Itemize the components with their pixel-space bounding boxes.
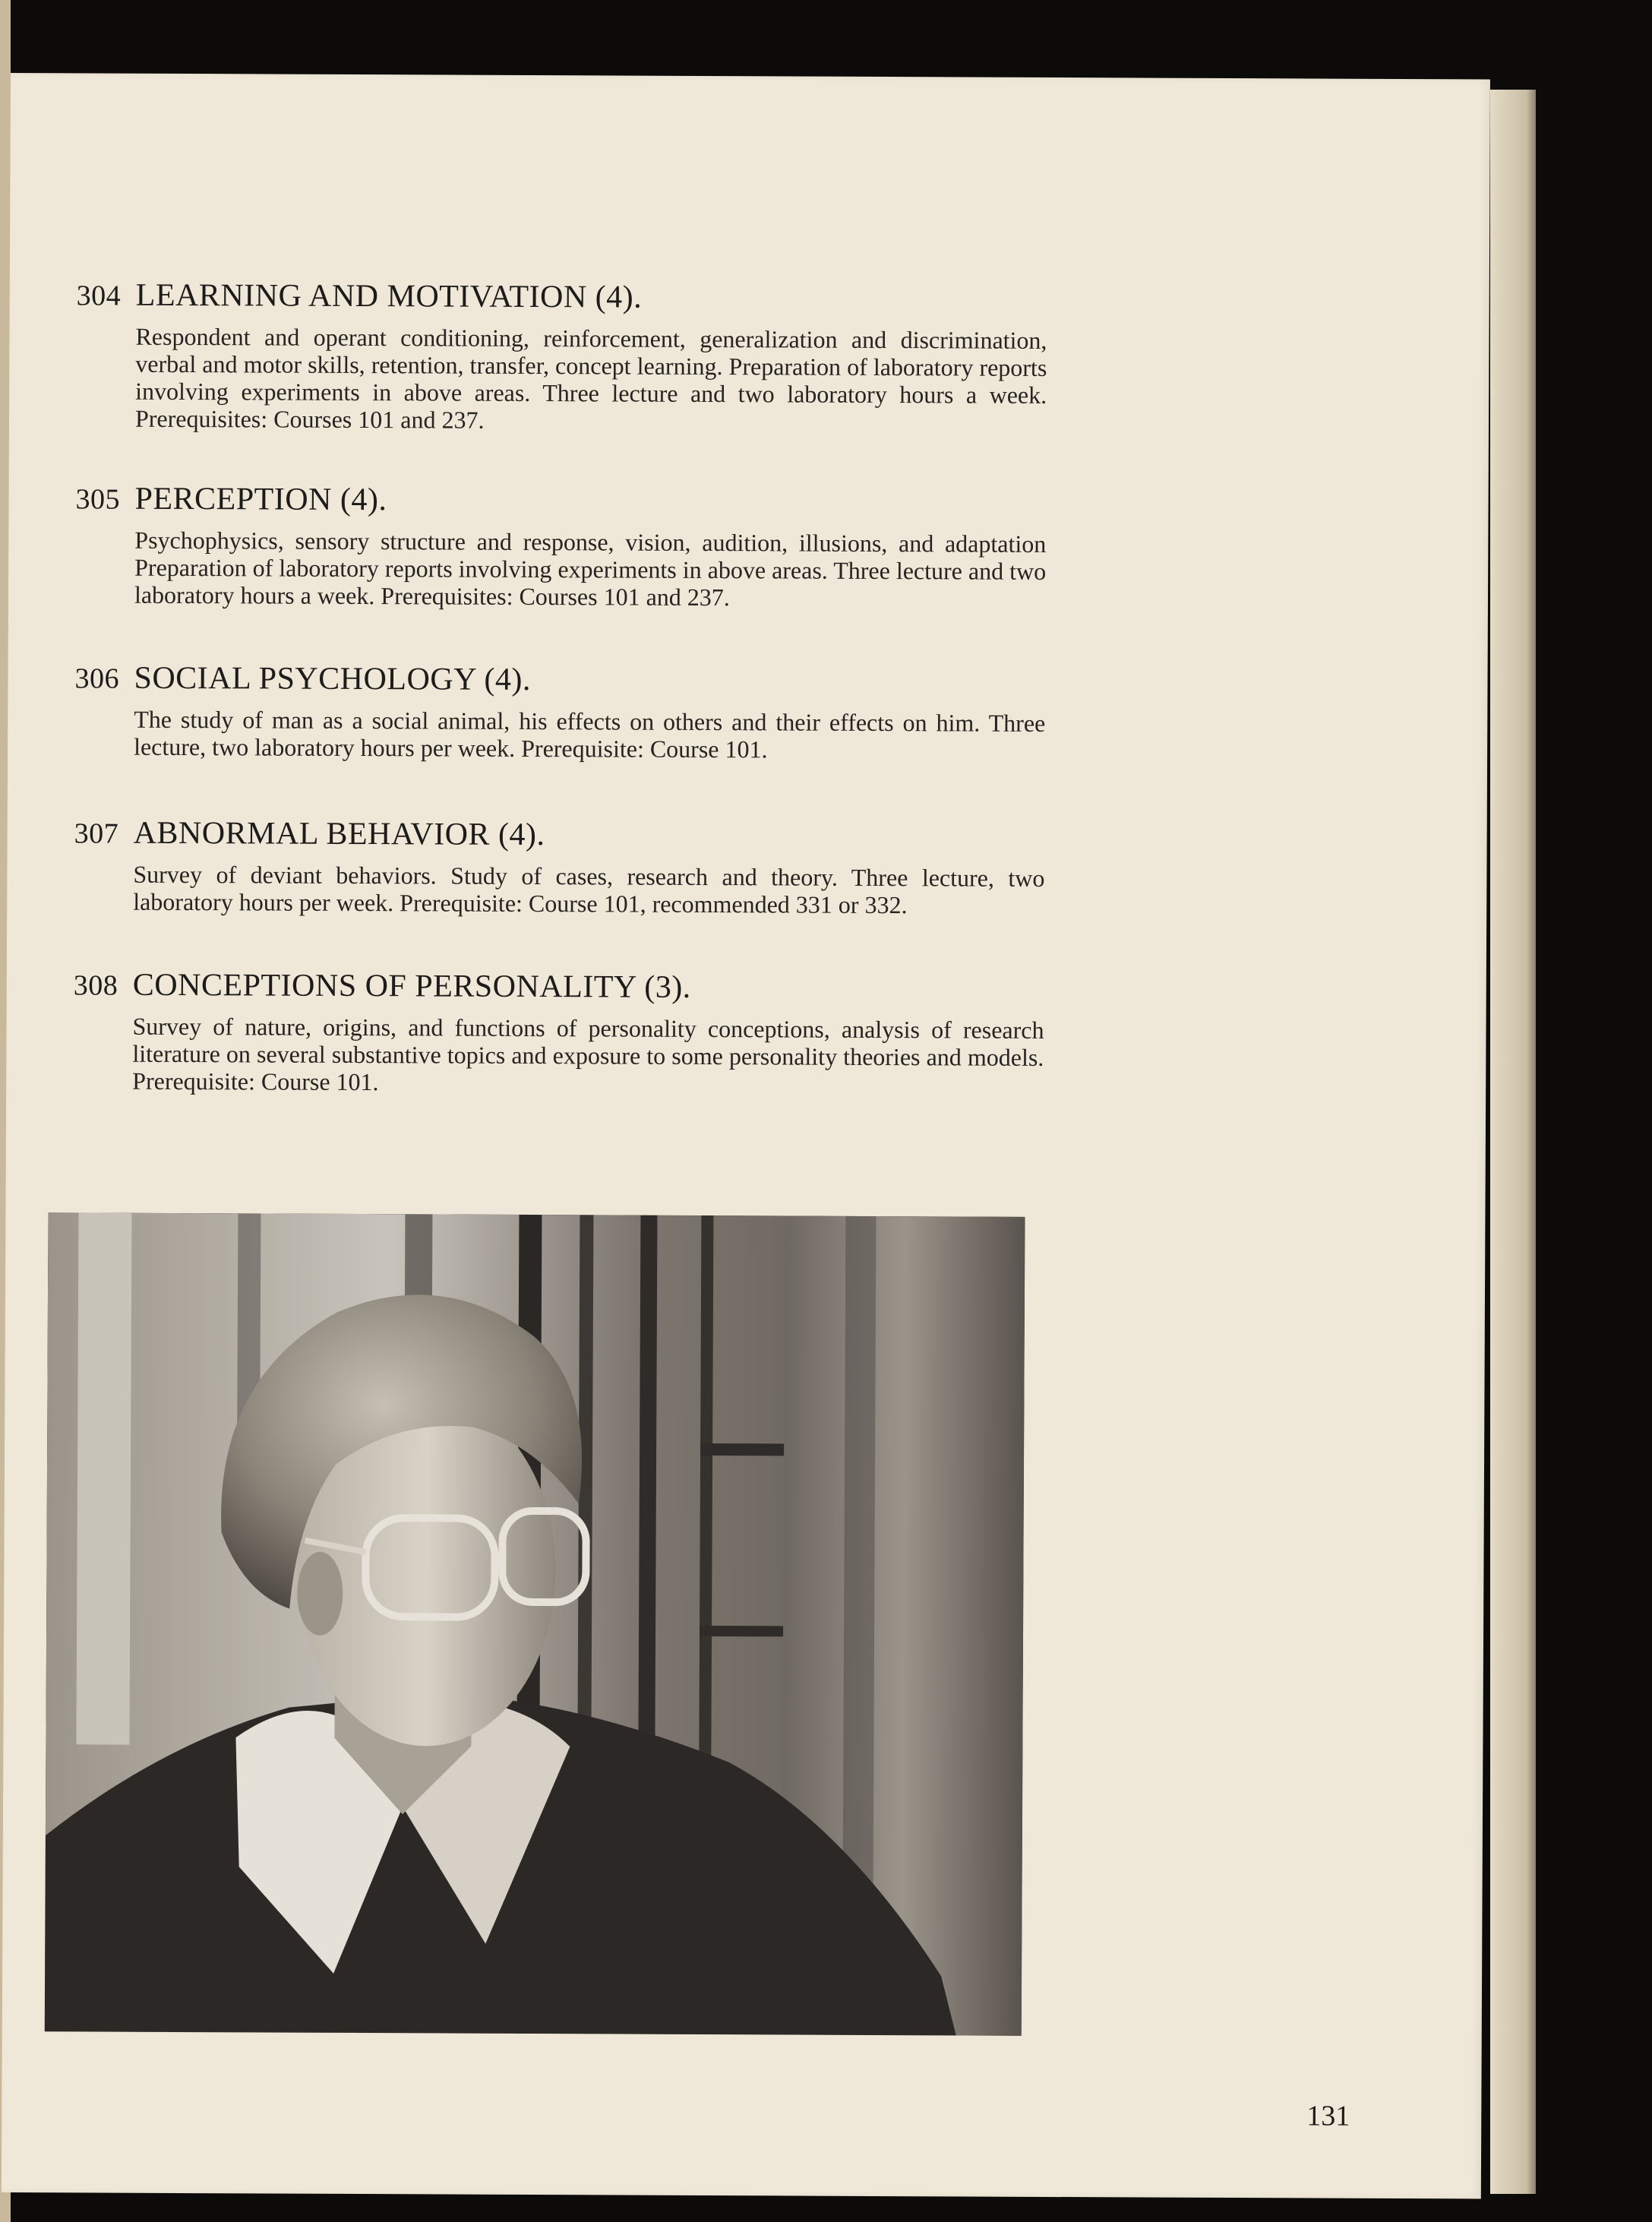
course-title: SOCIAL PSYCHOLOGY (4). xyxy=(134,660,532,697)
course-title: ABNORMAL BEHAVIOR (4). xyxy=(133,815,545,853)
course-number: 308 xyxy=(73,969,118,1002)
course-description: Psychophysics, sensory structure and response, vision, audition, illusions, and adaptation Preparation of laboratory reports involving experiments in above areas. Three lecture and two laboratory hours a week. Prerequisites: Courses 101 and 237. xyxy=(134,526,1047,612)
course-heading xyxy=(74,814,1054,857)
course-heading xyxy=(77,277,1057,319)
course-entry xyxy=(74,659,1055,764)
course-entry xyxy=(73,966,1053,1098)
course-title: LEARNING AND MOTIVATION (4). xyxy=(135,277,643,315)
course-number: 305 xyxy=(75,483,121,516)
course-number: 304 xyxy=(76,280,122,312)
student-photograph xyxy=(45,1212,1025,2036)
course-heading xyxy=(74,659,1054,702)
course-description: Survey of deviant behaviors. Study of cases, research and theory. Three lecture, two laboratory hours per week. Prerequisite: Course 101, recommended 331 or 332. xyxy=(133,860,1045,919)
course-number: 306 xyxy=(74,662,120,695)
course-heading xyxy=(75,480,1055,523)
course-entry xyxy=(75,480,1056,612)
course-title: PERCEPTION (4). xyxy=(134,481,387,518)
course-description: Respondent and operant conditioning, reinforcement, generalization and discrimination, verbal and motor skills, retention, transfer, concept learning. Preparation of laboratory reports involving experiments in above areas. Three lecture and two laboratory hours a week. Prerequisites: Courses 101 and 237. xyxy=(134,322,1047,434)
course-title: CONCEPTIONS OF PERSONALITY (3). xyxy=(132,967,691,1005)
book-page xyxy=(2,73,1490,2198)
course-list xyxy=(73,277,1057,1147)
page-number: 131 xyxy=(1306,2100,1350,2132)
photo-illustration xyxy=(45,1212,1025,2036)
course-description: Survey of nature, origins, and functions of personality conceptions, analysis of research literature on several substantive topics and exposure to some personality theories and models. Prerequisite: Course 101. xyxy=(132,1012,1044,1096)
course-description: The study of man as a social animal, his effects on others and their effects on him. Three lecture, two laboratory hours per week. Prerequisite: Course 101. xyxy=(134,705,1046,763)
course-heading xyxy=(74,966,1053,1009)
course-entry xyxy=(74,814,1054,919)
page-edge-stack xyxy=(1490,90,1536,2194)
course-entry xyxy=(76,277,1057,436)
course-number: 307 xyxy=(74,817,119,850)
